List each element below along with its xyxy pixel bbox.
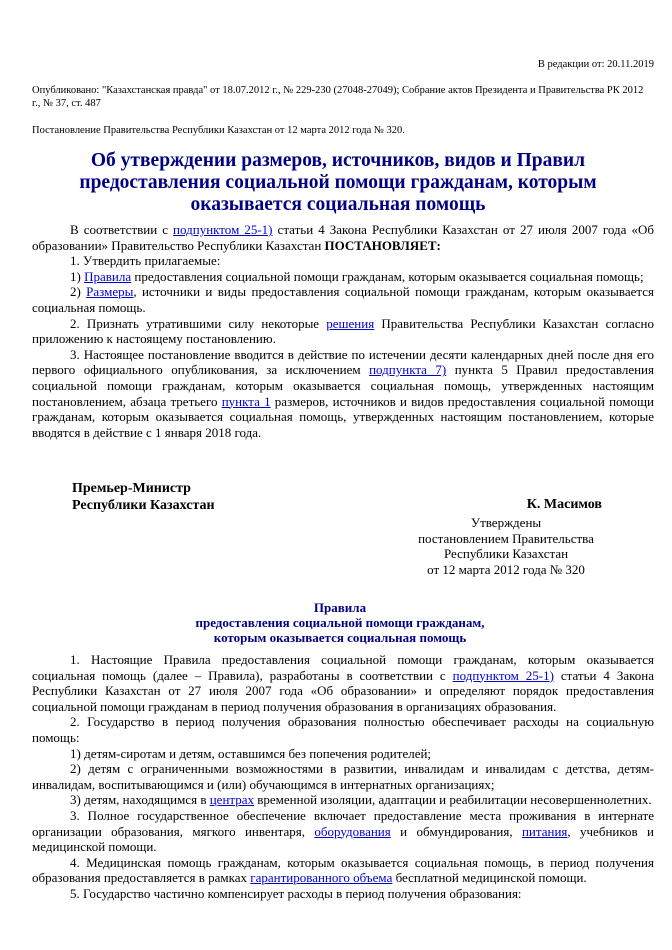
text: 1. Настоящие Правила предоставления социальной помощи гражданам, которым оказывается социальная помощь (далее – Правила), разработаны в соответствии с <box>32 652 654 683</box>
link-paragraph-1[interactable]: пункта 1 <box>221 393 271 409</box>
text: 2) <box>70 284 87 300</box>
text: , учебников и медицинской помощи. <box>32 823 654 855</box>
signature-line: Республики Казахстан <box>72 498 215 513</box>
approval-line: Республики Казахстан <box>443 546 569 562</box>
text: предоставления социальной помощи гражданам, которым оказывается социальная помощь; <box>131 268 644 284</box>
signature-title <box>72 480 215 514</box>
rules-paragraph: 5. Государство частично компенсирует расходы в период получения образования: <box>70 885 522 901</box>
link-rules[interactable]: Правила <box>84 268 132 284</box>
text: 4. Медицинская помощь гражданам, которым оказывается социальная помощь, в период получения образования предоставляется в рамках <box>32 854 654 886</box>
rules-paragraph: 1) детям-сиротам и детям, оставшимся без попечения родителей; <box>70 745 432 761</box>
link-centers[interactable]: центрах <box>209 792 255 808</box>
intro-paragraph <box>32 284 654 315</box>
rules-paragraph <box>32 792 654 808</box>
text: 1) <box>70 268 85 284</box>
text: статьи 4 Закона Республики Казахстан от 27 июля 2007 года «Об образовании» и определяют порядок предоставления социальной помощи гражданам в период получения образования в организациях образования. <box>32 667 655 714</box>
approval-stamp <box>396 515 616 577</box>
intro-paragraph: 1. Утвердить прилагаемые: <box>70 253 221 269</box>
rules-paragraph <box>32 652 654 714</box>
text: пункта 5 Правил предоставления социальной помощи гражданам, которым оказывается социальная помощь, утвержденных настоящим постановлением, абзаца третьего <box>32 362 654 409</box>
rules-paragraph: 2) детям с ограниченными возможностями в развитии, инвалидам и инвалидам с детства, детям-инвалидам, воспитывающимся и (или) обучающимся в интернатных организациях; <box>32 761 654 792</box>
text: временной изоляции, адаптации и реабилитации несовершеннолетних. <box>254 792 652 808</box>
text: статьи 4 Закона Республики Казахстан от 27 июля 2007 года «Об образовании» Правительство Республики Казахстан <box>32 222 654 253</box>
text: 3) детям, находящимся в <box>70 792 210 808</box>
signature-line: Премьер-Министр <box>72 481 191 496</box>
link-subparagraph-7[interactable]: подпункта 7) <box>369 362 447 378</box>
text: В соответствии с <box>70 222 174 237</box>
intro-paragraph <box>32 316 654 347</box>
document-title: Об утверждении размеров, источников, видов и Правил предоставления социальной помощи гражданам, которым оказывается социальная помощь <box>79 150 597 215</box>
link-sizes[interactable]: Размеры <box>86 284 134 300</box>
signature-name: К. Масимов <box>526 497 602 512</box>
text: размеров, источников и видов предоставления социальной помощи гражданам, которым оказывается социальная помощь, утвержденных настоящим постановлением, которые вводятся в действие с 1 января 2018 года. <box>32 393 654 440</box>
approval-line: постановлением Правительства <box>418 530 594 546</box>
rules-title-line: предоставления социальной помощи гражданам, <box>195 615 485 630</box>
publication-info: Опубликовано: "Казахстанская правда" от 18.07.2012 г., № 229-230 (27048-27049); Собрание актов Президента и Правительства РК 2012 г., № 37, ст. 487 <box>32 85 644 109</box>
edition-date: В редакции от: 20.11.2019 <box>537 59 654 70</box>
rules-paragraph <box>32 808 654 855</box>
rules-paragraph <box>32 855 654 886</box>
intro-paragraph <box>32 347 654 441</box>
approval-line: Утверждены <box>470 515 542 530</box>
decree-reference: Постановление Правительства Республики Казахстан от 12 марта 2012 года № 320. <box>32 125 405 136</box>
link-nutrition[interactable]: питания <box>521 823 568 839</box>
intro-paragraph <box>32 222 654 253</box>
link-equipment[interactable]: оборудования <box>314 823 391 839</box>
text: Правительства Республики Казахстан согласно приложению к настоящему постановлению. <box>32 315 654 347</box>
approval-line: от 12 марта 2012 года № 320 <box>427 561 585 577</box>
text: и обмундирования, <box>390 823 522 839</box>
text: 3. Полное государственное обеспечение включает предоставление места проживания в интернате организации образования, мягкого инвентаря, <box>32 807 654 839</box>
rules-title <box>60 600 620 645</box>
link-decisions[interactable]: решения <box>326 315 375 331</box>
text: бесплатной медицинской помощи. <box>392 870 587 886</box>
link-subparagraph-25-1[interactable]: подпунктом 25-1) <box>452 667 554 683</box>
rules-title-line: которым оказывается социальная помощь <box>213 630 467 645</box>
rules-section <box>32 652 654 902</box>
text: 3. Настоящее постановление вводится в действие по истечении десяти календарных дней после дня его первого официального опубликования, за исключением <box>32 346 654 378</box>
link-guaranteed-volume[interactable]: гарантированного объема <box>250 870 393 886</box>
decree-keyword: ПОСТАНОВЛЯЕТ: <box>324 237 441 253</box>
intro-paragraph <box>32 269 654 285</box>
link-subparagraph-25-1[interactable]: подпунктом 25-1) <box>173 222 273 237</box>
intro-section <box>32 222 654 440</box>
rules-title-line: Правила <box>313 600 367 615</box>
text: , источники и виды предоставления социальной помощи гражданам, которым оказывается социальная помощь. <box>32 284 654 315</box>
rules-paragraph: 2. Государство в период получения образования полностью обеспечивает расходы на социальную помощь: <box>32 714 654 745</box>
text: 2. Признать утратившими силу некоторые <box>70 315 327 331</box>
